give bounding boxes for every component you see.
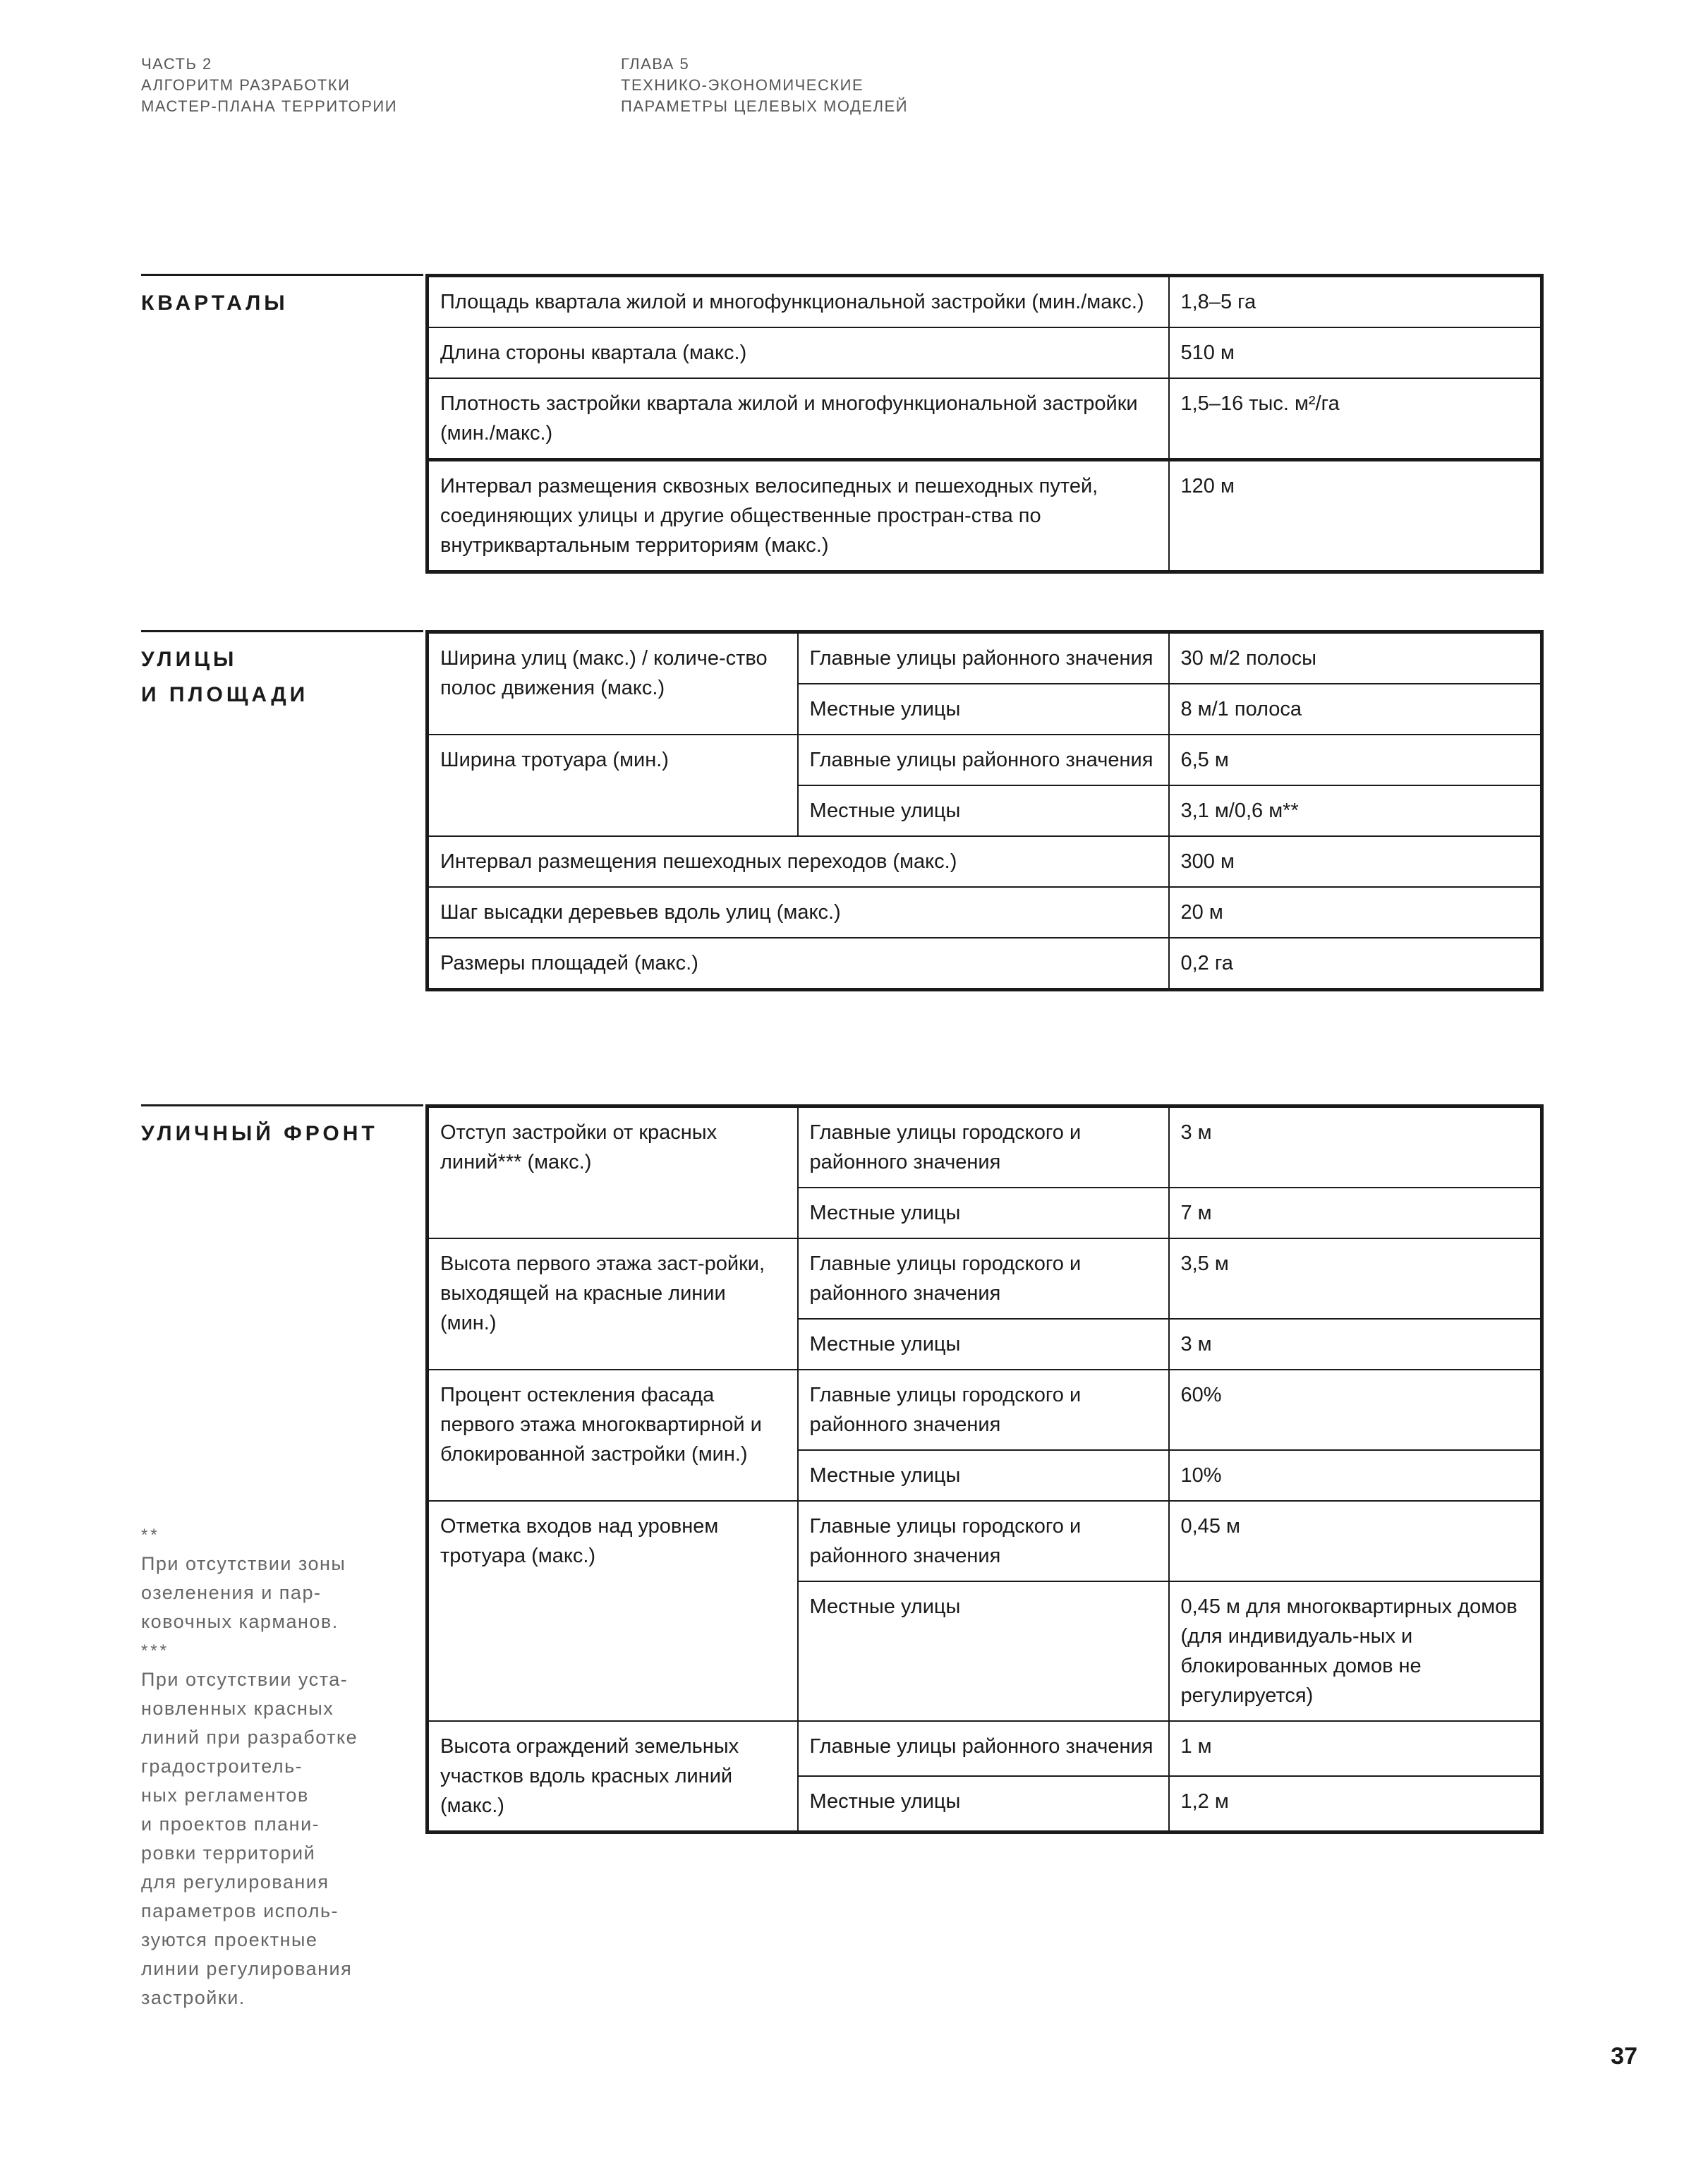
type-cell: Местные улицы <box>798 684 1169 735</box>
param-cell: Шаг высадки деревьев вдоль улиц (макс.) <box>428 887 1169 938</box>
table-row <box>428 1238 1542 1319</box>
table-row <box>428 276 1542 328</box>
table-row <box>428 327 1542 378</box>
footnote-line: новленных красных <box>141 1698 334 1719</box>
param-cell: Отступ застройки от красных линий*** (макс.) <box>428 1106 798 1239</box>
param-cell: Длина стороны квартала (макс.) <box>428 327 1169 378</box>
table-row <box>428 378 1542 460</box>
type-cell: Главные улицы городского и районного значения <box>798 1106 1169 1188</box>
value-cell: 20 м <box>1169 887 1542 938</box>
value-cell: 7 м <box>1169 1188 1542 1238</box>
footnote-line: ных регламентов <box>141 1785 309 1806</box>
value-cell: 8 м/1 полоса <box>1169 684 1542 735</box>
footnote-mark: *** <box>141 1641 170 1660</box>
value-cell: 3,1 м/0,6 м** <box>1169 785 1542 836</box>
type-cell: Главные улицы районного значения <box>798 735 1169 785</box>
footnote-line: озеленения и пар- <box>141 1582 322 1603</box>
table-row <box>428 938 1542 990</box>
param-cell: Интервал размещения пешеходных переходов (макс.) <box>428 836 1169 887</box>
table-row <box>428 836 1542 887</box>
param-cell: Размеры площадей (макс.) <box>428 938 1169 990</box>
type-cell: Местные улицы <box>798 1581 1169 1721</box>
footnote-line: зуются проектные <box>141 1929 318 1950</box>
page-number: 37 <box>1611 2043 1637 2070</box>
table-row <box>428 735 1542 785</box>
footnote-line: застройки. <box>141 1987 246 2008</box>
footnote-line: ровки территорий <box>141 1842 316 1864</box>
footnote-mark: ** <box>141 1526 160 1545</box>
param-cell: Высота первого этажа заст-ройки, выходящей на красные линии (мин.) <box>428 1238 798 1370</box>
ulitsy-table <box>425 630 1544 991</box>
footnote-line: линий при разработке <box>141 1727 358 1748</box>
type-cell: Главные улицы районного значения <box>798 632 1169 684</box>
value-cell: 1,8–5 га <box>1169 276 1542 328</box>
value-cell: 1,2 м <box>1169 1776 1542 1833</box>
table-row <box>428 632 1542 684</box>
section-title: УЛИЧНЫЙ ФРОНТ <box>141 1104 423 1152</box>
value-cell: 1 м <box>1169 1721 1542 1776</box>
param-cell: Интервал размещения сквозных велосипедных и пешеходных путей, соединяющих улицы и другие общественные простран-ства по внутриквартальным территориям (макс.) <box>428 460 1169 572</box>
param-cell: Ширина тротуара (мин.) <box>428 735 798 836</box>
type-cell: Местные улицы <box>798 1319 1169 1370</box>
header-part-line: МАСТЕР-ПЛАНА ТЕРРИТОРИИ <box>141 97 398 115</box>
section-title: УЛИЦЫ И ПЛОЩАДИ <box>141 630 423 713</box>
table-row <box>428 1501 1542 1581</box>
param-cell: Отметка входов над уровнем тротуара (макс.) <box>428 1501 798 1721</box>
value-cell: 0,45 м <box>1169 1501 1542 1581</box>
table-row <box>428 887 1542 938</box>
footnote-line: При отсутствии уста- <box>141 1669 349 1690</box>
front-table <box>425 1104 1544 1834</box>
footnotes <box>141 1521 409 2012</box>
footnote-line: ковочных карманов. <box>141 1611 339 1632</box>
value-cell: 60% <box>1169 1370 1542 1450</box>
type-cell: Главные улицы городского и районного значения <box>798 1238 1169 1319</box>
header-chapter-line: ТЕХНИКО-ЭКОНОМИЧЕСКИЕ <box>621 76 864 94</box>
param-cell: Плотность застройки квартала жилой и многофункциональной застройки (мин./макс.) <box>428 378 1169 460</box>
value-cell: 0,45 м для многоквартирных домов (для индивидуаль-ных и блокированных домов не регулируется) <box>1169 1581 1542 1721</box>
param-cell: Высота ограждений земельных участков вдоль красных линий (макс.) <box>428 1721 798 1833</box>
header-chapter-line: ПАРАМЕТРЫ ЦЕЛЕВЫХ МОДЕЛЕЙ <box>621 97 909 115</box>
value-cell: 6,5 м <box>1169 735 1542 785</box>
type-cell: Местные улицы <box>798 1450 1169 1501</box>
param-cell: Ширина улиц (макс.) / количе-ство полос движения (макс.) <box>428 632 798 735</box>
type-cell: Местные улицы <box>798 1188 1169 1238</box>
value-cell: 1,5–16 тыс. м²/га <box>1169 378 1542 460</box>
table-row <box>428 460 1542 572</box>
value-cell: 30 м/2 полосы <box>1169 632 1542 684</box>
table-row <box>428 1370 1542 1450</box>
value-cell: 300 м <box>1169 836 1542 887</box>
type-cell: Главные улицы городского и районного значения <box>798 1501 1169 1581</box>
value-cell: 10% <box>1169 1450 1542 1501</box>
type-cell: Главные улицы районного значения <box>798 1721 1169 1776</box>
footnote-line: При отсутствии зоны <box>141 1553 346 1574</box>
header-part-line: АЛГОРИТМ РАЗРАБОТКИ <box>141 76 351 94</box>
value-cell: 510 м <box>1169 327 1542 378</box>
table-row <box>428 1721 1542 1776</box>
footnote-line: линии регулирования <box>141 1958 353 1979</box>
section-title: КВАРТАЛЫ <box>141 274 423 321</box>
param-cell: Площадь квартала жилой и многофункциональной застройки (мин./макс.) <box>428 276 1169 328</box>
type-cell: Главные улицы городского и районного значения <box>798 1370 1169 1450</box>
running-header-part <box>141 54 536 117</box>
type-cell: Местные улицы <box>798 785 1169 836</box>
param-cell: Процент остекления фасада первого этажа многоквартирной и блокированной застройки (мин.) <box>428 1370 798 1501</box>
table-row <box>428 1106 1542 1188</box>
footnote-line: параметров исполь- <box>141 1900 339 1921</box>
footnote-line: градостроитель- <box>141 1756 303 1777</box>
header-part-line: ЧАСТЬ 2 <box>141 55 212 73</box>
type-cell: Местные улицы <box>798 1776 1169 1833</box>
value-cell: 3,5 м <box>1169 1238 1542 1319</box>
kvartaly-table <box>425 274 1544 574</box>
value-cell: 120 м <box>1169 460 1542 572</box>
footnote-line: и проектов плани- <box>141 1813 320 1835</box>
value-cell: 3 м <box>1169 1319 1542 1370</box>
header-chapter-line: ГЛАВА 5 <box>621 55 690 73</box>
value-cell: 3 м <box>1169 1106 1542 1188</box>
footnote-line: для регулирования <box>141 1871 329 1893</box>
running-header-chapter <box>621 54 1044 117</box>
value-cell: 0,2 га <box>1169 938 1542 990</box>
